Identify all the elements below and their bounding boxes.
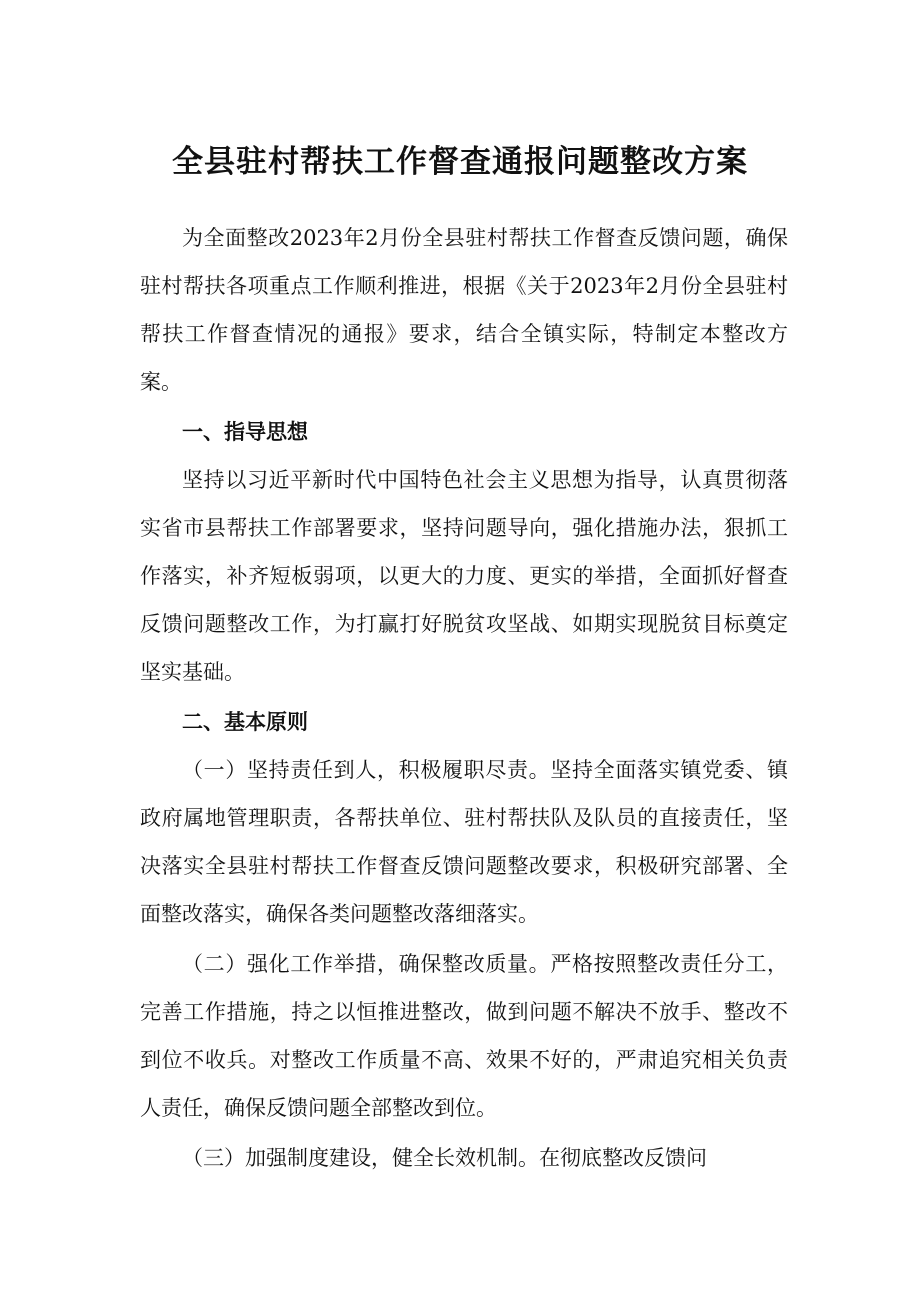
section-heading-basic-principles: 二、基本原则 <box>182 710 308 734</box>
principle-paragraph-2: （二）强化工作举措，确保整改质量。严格按照整改责任分工，完善工作措施，持之以恒推进整改，做到问题不解决不放手、整改不到位不收兵。对整改工作质量不高、效果不好的，严肃追究相关负责人责任，确保反馈问题全部整改到位。 <box>140 952 788 1120</box>
intro-paragraph: 为全面整改2023年2月份全县驻村帮扶工作督查反馈问题，确保驻村帮扶各项重点工作顺利推进，根据《关于2023年2月份全县驻村帮扶工作督查情况的通报》要求，结合全镇实际，特制定本整改方案。 <box>140 226 788 394</box>
principle-paragraph-1: （一）坚持责任到人，积极履职尽责。坚持全面落实镇党委、镇政府属地管理职责，各帮扶单位、驻村帮扶队及队员的直接责任，坚决落实全县驻村帮扶工作督查反馈问题整改要求，积极研究部署、全面整改落实，确保各类问题整改落细落实。 <box>140 758 788 926</box>
guiding-ideology-paragraph: 坚持以习近平新时代中国特色社会主义思想为指导，认真贯彻落实省市县帮扶工作部署要求，坚持问题导向，强化措施办法，狠抓工作落实，补齐短板弱项，以更大的力度、更实的举措，全面抓好督查反馈问题整改工作，为打赢打好脱贫攻坚战、如期实现脱贫目标奠定坚实基础。 <box>140 468 788 684</box>
document-title: 全县驻村帮扶工作督查通报问题整改方案 <box>172 144 748 180</box>
section-heading-guiding-ideology: 一、指导思想 <box>182 420 308 444</box>
principle-paragraph-3: （三）加强制度建设，健全长效机制。在彻底整改反馈问 <box>182 1146 707 1170</box>
document-body <box>140 214 788 1182</box>
